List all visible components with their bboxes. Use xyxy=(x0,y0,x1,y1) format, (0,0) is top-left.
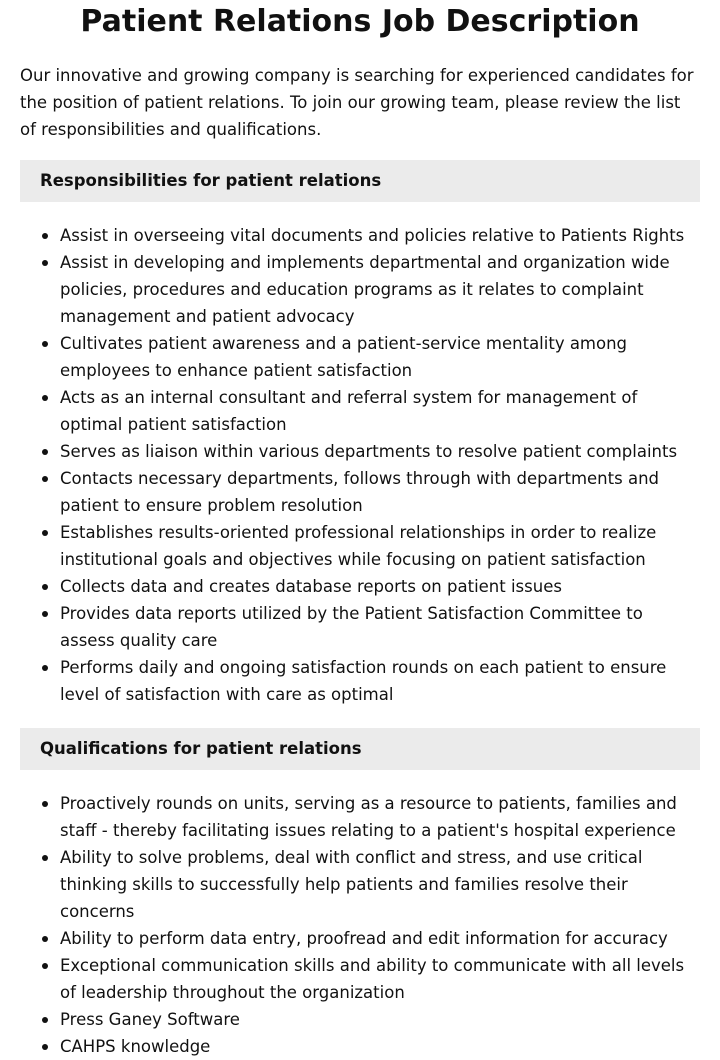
list-item: Assist in developing and implements departmental and organization wide policies, procedures and education programs as it relates to complaint management and patient advocacy xyxy=(20,249,700,330)
list-item: CAHPS knowledge xyxy=(20,1033,700,1060)
list-item: Acts as an internal consultant and referral system for management of optimal patient satisfaction xyxy=(20,384,700,438)
list-item: Ability to perform data entry, proofread and edit information for accuracy xyxy=(20,925,700,952)
responsibilities-list xyxy=(20,222,700,708)
list-item: Ability to solve problems, deal with conflict and stress, and use critical thinking skills to successfully help patients and families resolve their concerns xyxy=(20,844,700,925)
qualifications-list xyxy=(20,790,700,1060)
list-item: Cultivates patient awareness and a patient-service mentality among employees to enhance patient satisfaction xyxy=(20,330,700,384)
list-item: Proactively rounds on units, serving as a resource to patients, families and staff - thereby facilitating issues relating to a patient's hospital experience xyxy=(20,790,700,844)
responsibilities-heading: Responsibilities for patient relations xyxy=(20,160,700,202)
intro-paragraph: Our innovative and growing company is searching for experienced candidates for the position of patient relations. To join our growing team, please review the list of responsibilities and qualifications. xyxy=(20,66,694,139)
page-title: Patient Relations Job Description xyxy=(80,4,640,39)
list-item: Assist in overseeing vital documents and policies relative to Patients Rights xyxy=(20,222,700,249)
list-item: Provides data reports utilized by the Patient Satisfaction Committee to assess quality care xyxy=(20,600,700,654)
list-item: Serves as liaison within various departments to resolve patient complaints xyxy=(20,438,700,465)
list-item: Collects data and creates database reports on patient issues xyxy=(20,573,700,600)
list-item: Performs daily and ongoing satisfaction rounds on each patient to ensure level of satisfaction with care as optimal xyxy=(20,654,700,708)
qualifications-heading: Qualifications for patient relations xyxy=(20,728,700,770)
list-item: Press Ganey Software xyxy=(20,1006,700,1033)
list-item: Exceptional communication skills and ability to communicate with all levels of leadership throughout the organization xyxy=(20,952,700,1006)
list-item: Contacts necessary departments, follows through with departments and patient to ensure problem resolution xyxy=(20,465,700,519)
list-item: Establishes results-oriented professional relationships in order to realize institutional goals and objectives while focusing on patient satisfaction xyxy=(20,519,700,573)
